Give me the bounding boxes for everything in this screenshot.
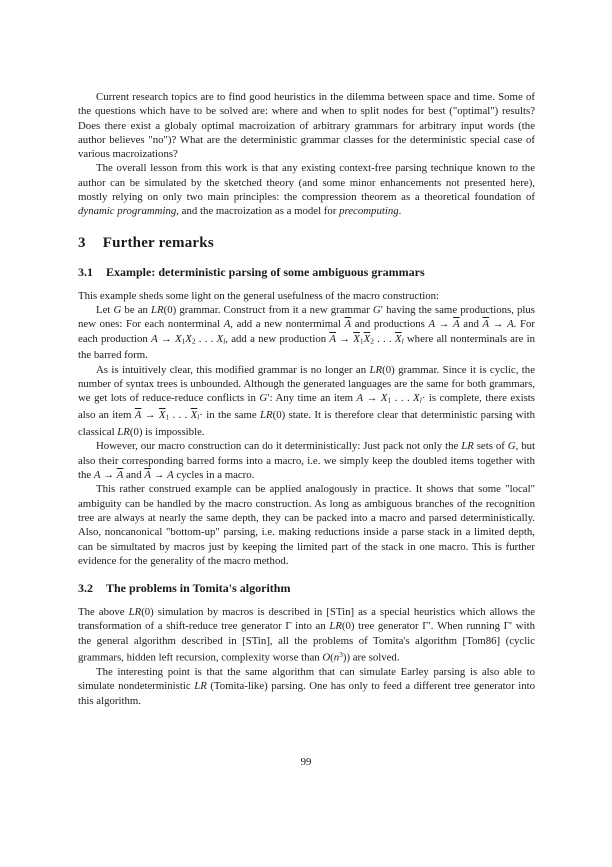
section-3-2-heading bbox=[78, 581, 535, 595]
section-number: 3 bbox=[78, 234, 86, 251]
section-number: 3.1 bbox=[78, 264, 93, 279]
paragraph-macro-pack: However, our macro construction can do it deterministically: Just pack not only the LR sets of G, but also their corresponding barred forms into a macro, i.e. we simply keep the doubled items together with the $A \to \overline{A}$ and $\overline{A} \to A$ cycles in a macro. bbox=[78, 440, 535, 482]
section-title: Further remarks bbox=[102, 234, 214, 251]
paragraph-overall-lesson: The overall lesson from this work is that any existing context-free parsing technique known to the author can be simulated by the sketched theory (and some minor enhancements not presented here), mostly relying on only two main principles: the compression theorem as a theoretical foundation of dynamic programming, and the macroization as a model for precomputing. bbox=[78, 162, 535, 218]
paragraph-grammar-construction: Let G be an LR(0) grammar. Construct from it a new grammar G′ having the same productions, plus new ones: For each nonterminal A, add a new nontermimal $\overline{A}$ and productions $A \to \overline{A}$ and $\overline{A} \to A$. For each production A → X1X2 . . . Xl, add a new production $\overline{A} \to \overline{X}1\overline{X}2$ . . . $\overline{X}l$ where all nonterminals are in the barred form. bbox=[78, 303, 535, 362]
paragraph-construed-example: This rather construed example can be applied analogously in practice. It shows that some "local" ambiguity can be handled by the macro construction. As long as ambiguous branches of the recognition tree are always at nearly the same depth, they can be packed into a macro and parsed deterministically. Also, noncanonical "bottom-up" parsing, i.e. making reductions inside a parse stack in a limited depth, can be simultated by macros just by keeping the limited part of the stack in one macro. This is further evidence for the generality of the macro method. bbox=[78, 483, 535, 567]
text-column bbox=[78, 90, 535, 708]
paragraph-intuitively-clear: As is intuitively clear, this modified grammar is no longer an LR(0) grammar. Since it is cyclic, the number of syntax trees is unbounded. Although the generated languages are the same for both grammars, we get lots of reduce-reduce conflicts in G′: Any time an item A → X1 . . . Xl· is complete, there exists also an item $\overline{A} \to \overline{X}1$ . . . $\overline{X}l\cdot$ in the same LR(0) state. It is therefore clear that deterministic parsing with classical LR(0) is impossible. bbox=[78, 363, 536, 439]
section-title: The problems in Tomita's algorithm bbox=[106, 581, 291, 596]
paragraph-current-research: Current research topics are to find good heuristics in the dilemma between space and time. Some of the questions which have to be solved are: where and when to split nodes for best ("optimal") results? Does there exist a globaly optimal macroization of arbitrary grammars for arbitrary input words (the author believes "no")? What are the deterministic grammar classes for the deterministic special case of various macroizations? bbox=[78, 91, 535, 161]
section-3-heading bbox=[78, 235, 535, 252]
paragraph-tomita-problems: The above LR(0) simulation by macros is described in [STin] as a special heuristics which allows the transformation of a shift-reduce tree generator Γ into an LR(0) tree generator Γ′. When running Γ′ with the general algorithm described in [STin], all the problems of Tomita's algorithm [Tom86] (cyclic grammars, hidden left recursion, complexity worse than $O(n^3)$) are solved. bbox=[78, 606, 536, 664]
paragraph-example-intro: This example sheds some light on the general usefulness of the macro construction: bbox=[78, 289, 440, 302]
paragraph-interesting-point: The interesting point is that the same algorithm that can simulate Earley parsing is also able to simulate nondeterministic LR (Tomita-like) parsing. One has only to feed a different tree generator into this algorithm. bbox=[78, 666, 535, 707]
page-number: 99 bbox=[300, 756, 312, 768]
section-number: 3.2 bbox=[78, 581, 93, 596]
section-3-1-heading bbox=[78, 265, 535, 279]
section-title: Example: deterministic parsing of some ambiguous grammars bbox=[106, 264, 425, 279]
